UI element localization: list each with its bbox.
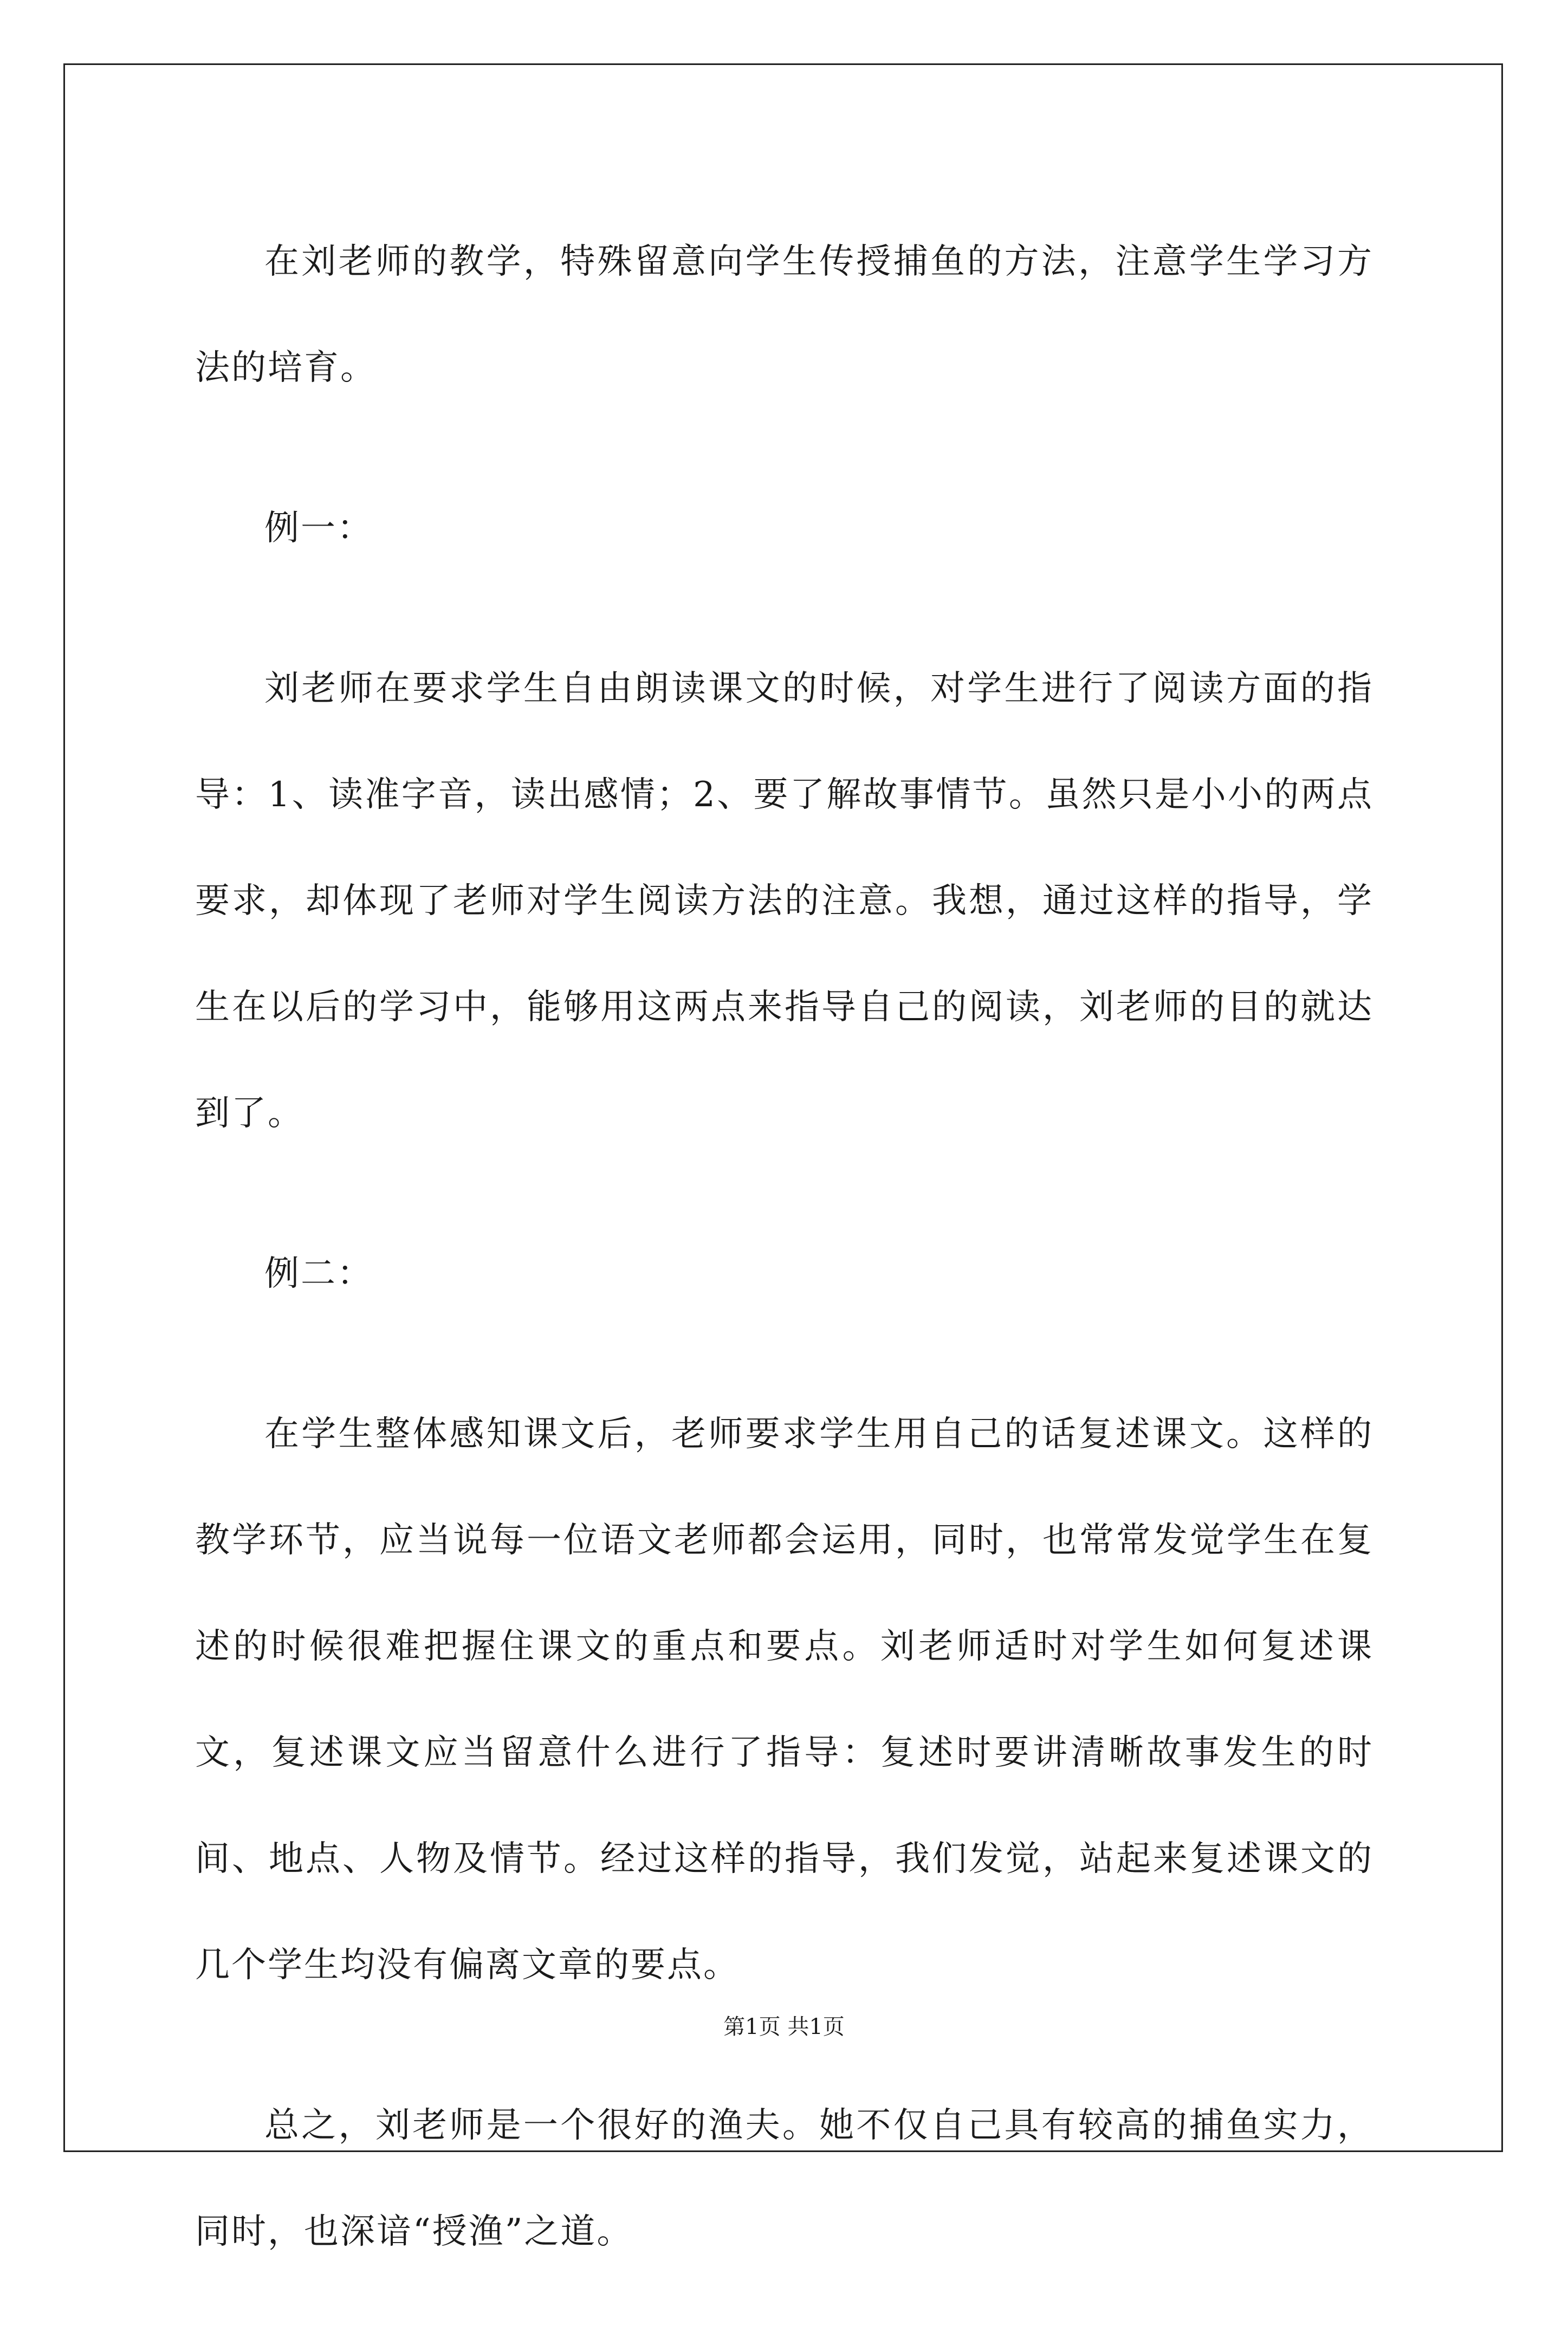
paragraph: 在刘老师的教学，特殊留意向学生传授捕鱼的方法，注意学生学习方法的培育。 bbox=[195, 242, 1373, 388]
paragraph: 在学生整体感知课文后，老师要求学生用自己的话复述课文。这样的教学环节，应当说每一位语文老师都会运用，同时，也常常发觉学生在复述的时候很难把握住课文的重点和要点。刘老师适时对学生如何复述课文，复述课文应当留意什么进行了指导：复述时要讲清晰故事发生的时间、地点、人物及情节。经过这样的指导，我们发觉，站起来复述课文的几个学生均没有偏离文章的要点。 bbox=[195, 1414, 1373, 1985]
paragraph: 例二： bbox=[264, 1254, 373, 1294]
paragraph: 刘老师在要求学生自由朗读课文的时候，对学生进行了阅读方面的指导：1、读准字音，读出感情；2、要了解故事情节。虽然只是小小的两点要求，却体现了老师对学生阅读方法的注意。我想，通过这样的指导，学生在以后的学习中，能够用这两点来指导自己的阅读，刘老师的目的就达到了。 bbox=[195, 669, 1373, 1133]
paragraph: 总之，刘老师是一个很好的渔夫。她不仅自己具有较高的捕鱼实力，同时，也深谙“授渔”之道。 bbox=[195, 2105, 1373, 2252]
paragraph: 例一： bbox=[264, 508, 373, 548]
page-number-footer: 第1页 共1页 bbox=[723, 2014, 845, 2039]
